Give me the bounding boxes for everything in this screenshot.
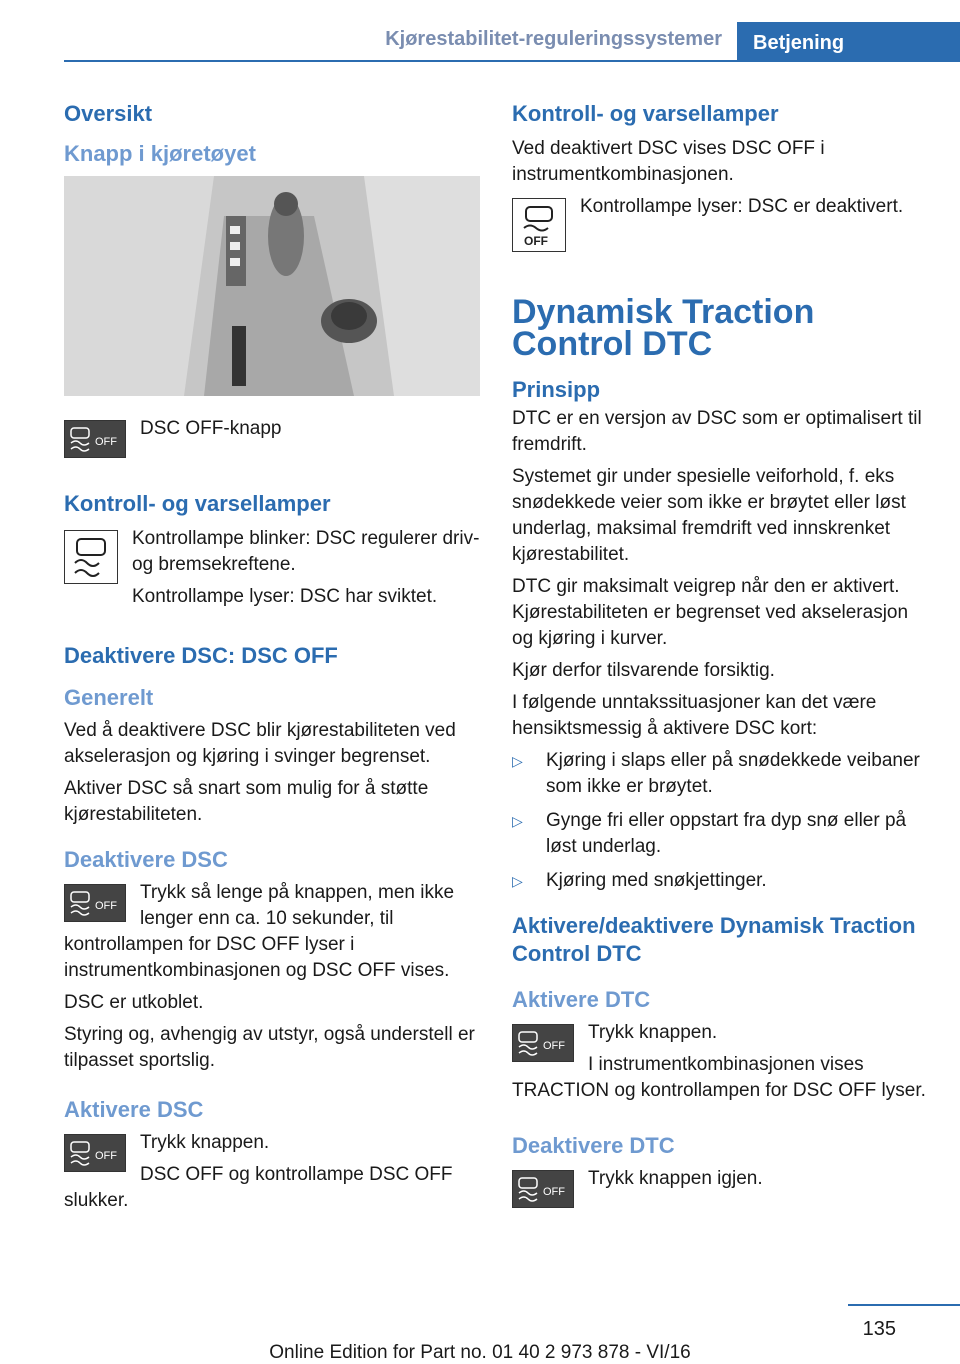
deaktivere-dtc-row — [512, 1166, 928, 1212]
prinsipp-text-1: DTC er en versjon av DSC som er optimalisert til fremdrift. — [512, 408, 922, 455]
kontroll-right-row — [512, 194, 928, 256]
deaktivere-dtc-text-1: Trykk knappen igjen. — [588, 1168, 763, 1189]
heading-aktivere-dtc: Aktivere DTC — [512, 987, 651, 1012]
kontroll-text-1: Kontrollampe blinker: DSC regulerer driv- og bremsekreftene. — [132, 528, 480, 575]
generelt-text-2: Aktiver DSC så snart som mulig for å støtte kjørestabiliteten. — [64, 778, 429, 825]
caption-knapp-row — [64, 416, 482, 462]
footer-rule — [848, 1304, 960, 1306]
prinsipp-text-5: I følgende unntakssituasjoner kan det være hensiktsmessig å aktivere DSC kort: — [512, 692, 877, 739]
dsc-warning-lamp-icon — [64, 530, 118, 584]
deaktivere-row — [64, 880, 482, 990]
prinsipp-text-3: DTC gir maksimalt veigrep når den er aktivert. Kjørestabiliteten er begrenset ved akselerasjon og kjøring i kurver. — [512, 576, 909, 649]
prinsipp-text-4: Kjør derfor tilsvarende forsiktig. — [512, 660, 775, 681]
deaktivere-text-3: Styring og, avhengig av utstyr, også understell er tilpasset sportslig. — [64, 1024, 475, 1071]
heading-deaktivere-dsc-off: Deaktivere DSC: DSC OFF — [64, 643, 338, 668]
heading-dtc: Dynamisk Traction Control DTC — [512, 293, 815, 363]
generelt-text-1: Ved å deaktivere DSC blir kjørestabiliteten ved akselerasjon og kjøring i svinger begrenset. — [64, 720, 456, 767]
triangle-bullet-icon: ▷ — [512, 813, 523, 829]
kontroll-text-2: Kontrollampe lyser: DSC har sviktet. — [132, 586, 438, 607]
list-item: ▷ Kjøring med snøkjettinger. — [512, 868, 928, 894]
off-text: OFF — [95, 900, 117, 912]
aktivere-text-2: DSC OFF og kontrollampe DSC OFF slukker. — [64, 1164, 453, 1211]
aktivere-row — [64, 1130, 482, 1220]
triangle-bullet-icon: ▷ — [512, 873, 523, 889]
car-console-photo — [64, 176, 480, 396]
heading-aktivere-dsc: Aktivere DSC — [64, 1097, 204, 1122]
triangle-bullet-icon: ▷ — [512, 753, 523, 769]
heading-akt-deakt-dtc: Aktivere/deaktivere Dynamisk Traction Control DTC — [512, 913, 916, 966]
dsc-off-icon — [512, 1024, 574, 1062]
aktivere-text-1: Trykk knappen. — [140, 1132, 270, 1153]
deaktivere-text-2: DSC er utkoblet. — [64, 992, 204, 1013]
heading-kontroll-right: Kontroll- og varsellamper — [512, 101, 779, 126]
heading-knapp: Knapp i kjøretøyet — [64, 141, 256, 166]
header-rule — [64, 60, 960, 62]
off-text: OFF — [95, 1150, 117, 1162]
edition-line: Online Edition for Part no. 01 40 2 973 878 - VI/16 — [269, 1342, 691, 1363]
page-header — [0, 0, 960, 62]
caption-knapp: DSC OFF-knapp — [140, 418, 282, 439]
aktivere-dtc-row — [512, 1020, 928, 1110]
off-text: OFF — [543, 1186, 565, 1198]
header-section-tab: Betjening — [737, 22, 960, 62]
heading-generelt: Generelt — [64, 685, 154, 710]
dsc-off-lamp-icon — [512, 198, 566, 252]
kontroll-right-text-2: Kontrollampe lyser: DSC er deaktivert. — [580, 196, 904, 217]
heading-prinsipp: Prinsipp — [512, 377, 601, 402]
list-item: ▷ Kjøring i slaps eller på snødekkede veibaner som ikke er brøytet. — [512, 750, 920, 797]
heading-kontroll: Kontroll- og varsellamper — [64, 491, 331, 516]
list-item: ▷ Gynge fri eller oppstart fra dyp snø eller på løst underlag. — [512, 810, 907, 857]
kontroll-right-text-1: Ved deaktivert DSC vises DSC OFF i instrumentkombinasjonen. — [512, 138, 825, 185]
header-title: Kjørestabilitet-reguleringssystemer — [385, 28, 722, 50]
dsc-off-icon — [512, 1170, 574, 1208]
aktivere-dtc-text-1: Trykk knappen. — [588, 1022, 718, 1043]
situations-list — [512, 748, 928, 894]
off-text: OFF — [543, 1040, 565, 1052]
right-column — [512, 100, 928, 1212]
kontroll-row — [64, 526, 482, 616]
left-column — [64, 100, 482, 1220]
dsc-off-icon — [64, 884, 126, 922]
dsc-off-icon — [64, 420, 126, 458]
heading-deaktivere-dtc: Deaktivere DTC — [512, 1133, 675, 1158]
off-text: OFF — [95, 436, 117, 448]
dsc-off-icon — [64, 1134, 126, 1172]
deaktivere-text-1: Trykk så lenge på knappen, men ikke lenger enn ca. 10 sekunder, til kontrollampen for DSC OFF lyser i instrumentkombinasjonen og DSC OFF vises. — [64, 882, 455, 981]
prinsipp-text-2: Systemet gir under spesielle veiforhold, f. eks snødekkede veier som ikke er brøytet eller løst underlag, maksimal fremdrift ved innskrenket kjørestabilitet. — [512, 466, 906, 565]
aktivere-dtc-text-2: I instrumentkombinasjonen vises TRACTION og kontrollampen for DSC OFF lyser. — [512, 1054, 926, 1101]
page-number: 135 — [862, 1318, 896, 1340]
heading-oversikt: Oversikt — [64, 101, 153, 126]
heading-deaktivere-dsc: Deaktivere DSC — [64, 847, 228, 872]
off-text: OFF — [524, 234, 548, 248]
